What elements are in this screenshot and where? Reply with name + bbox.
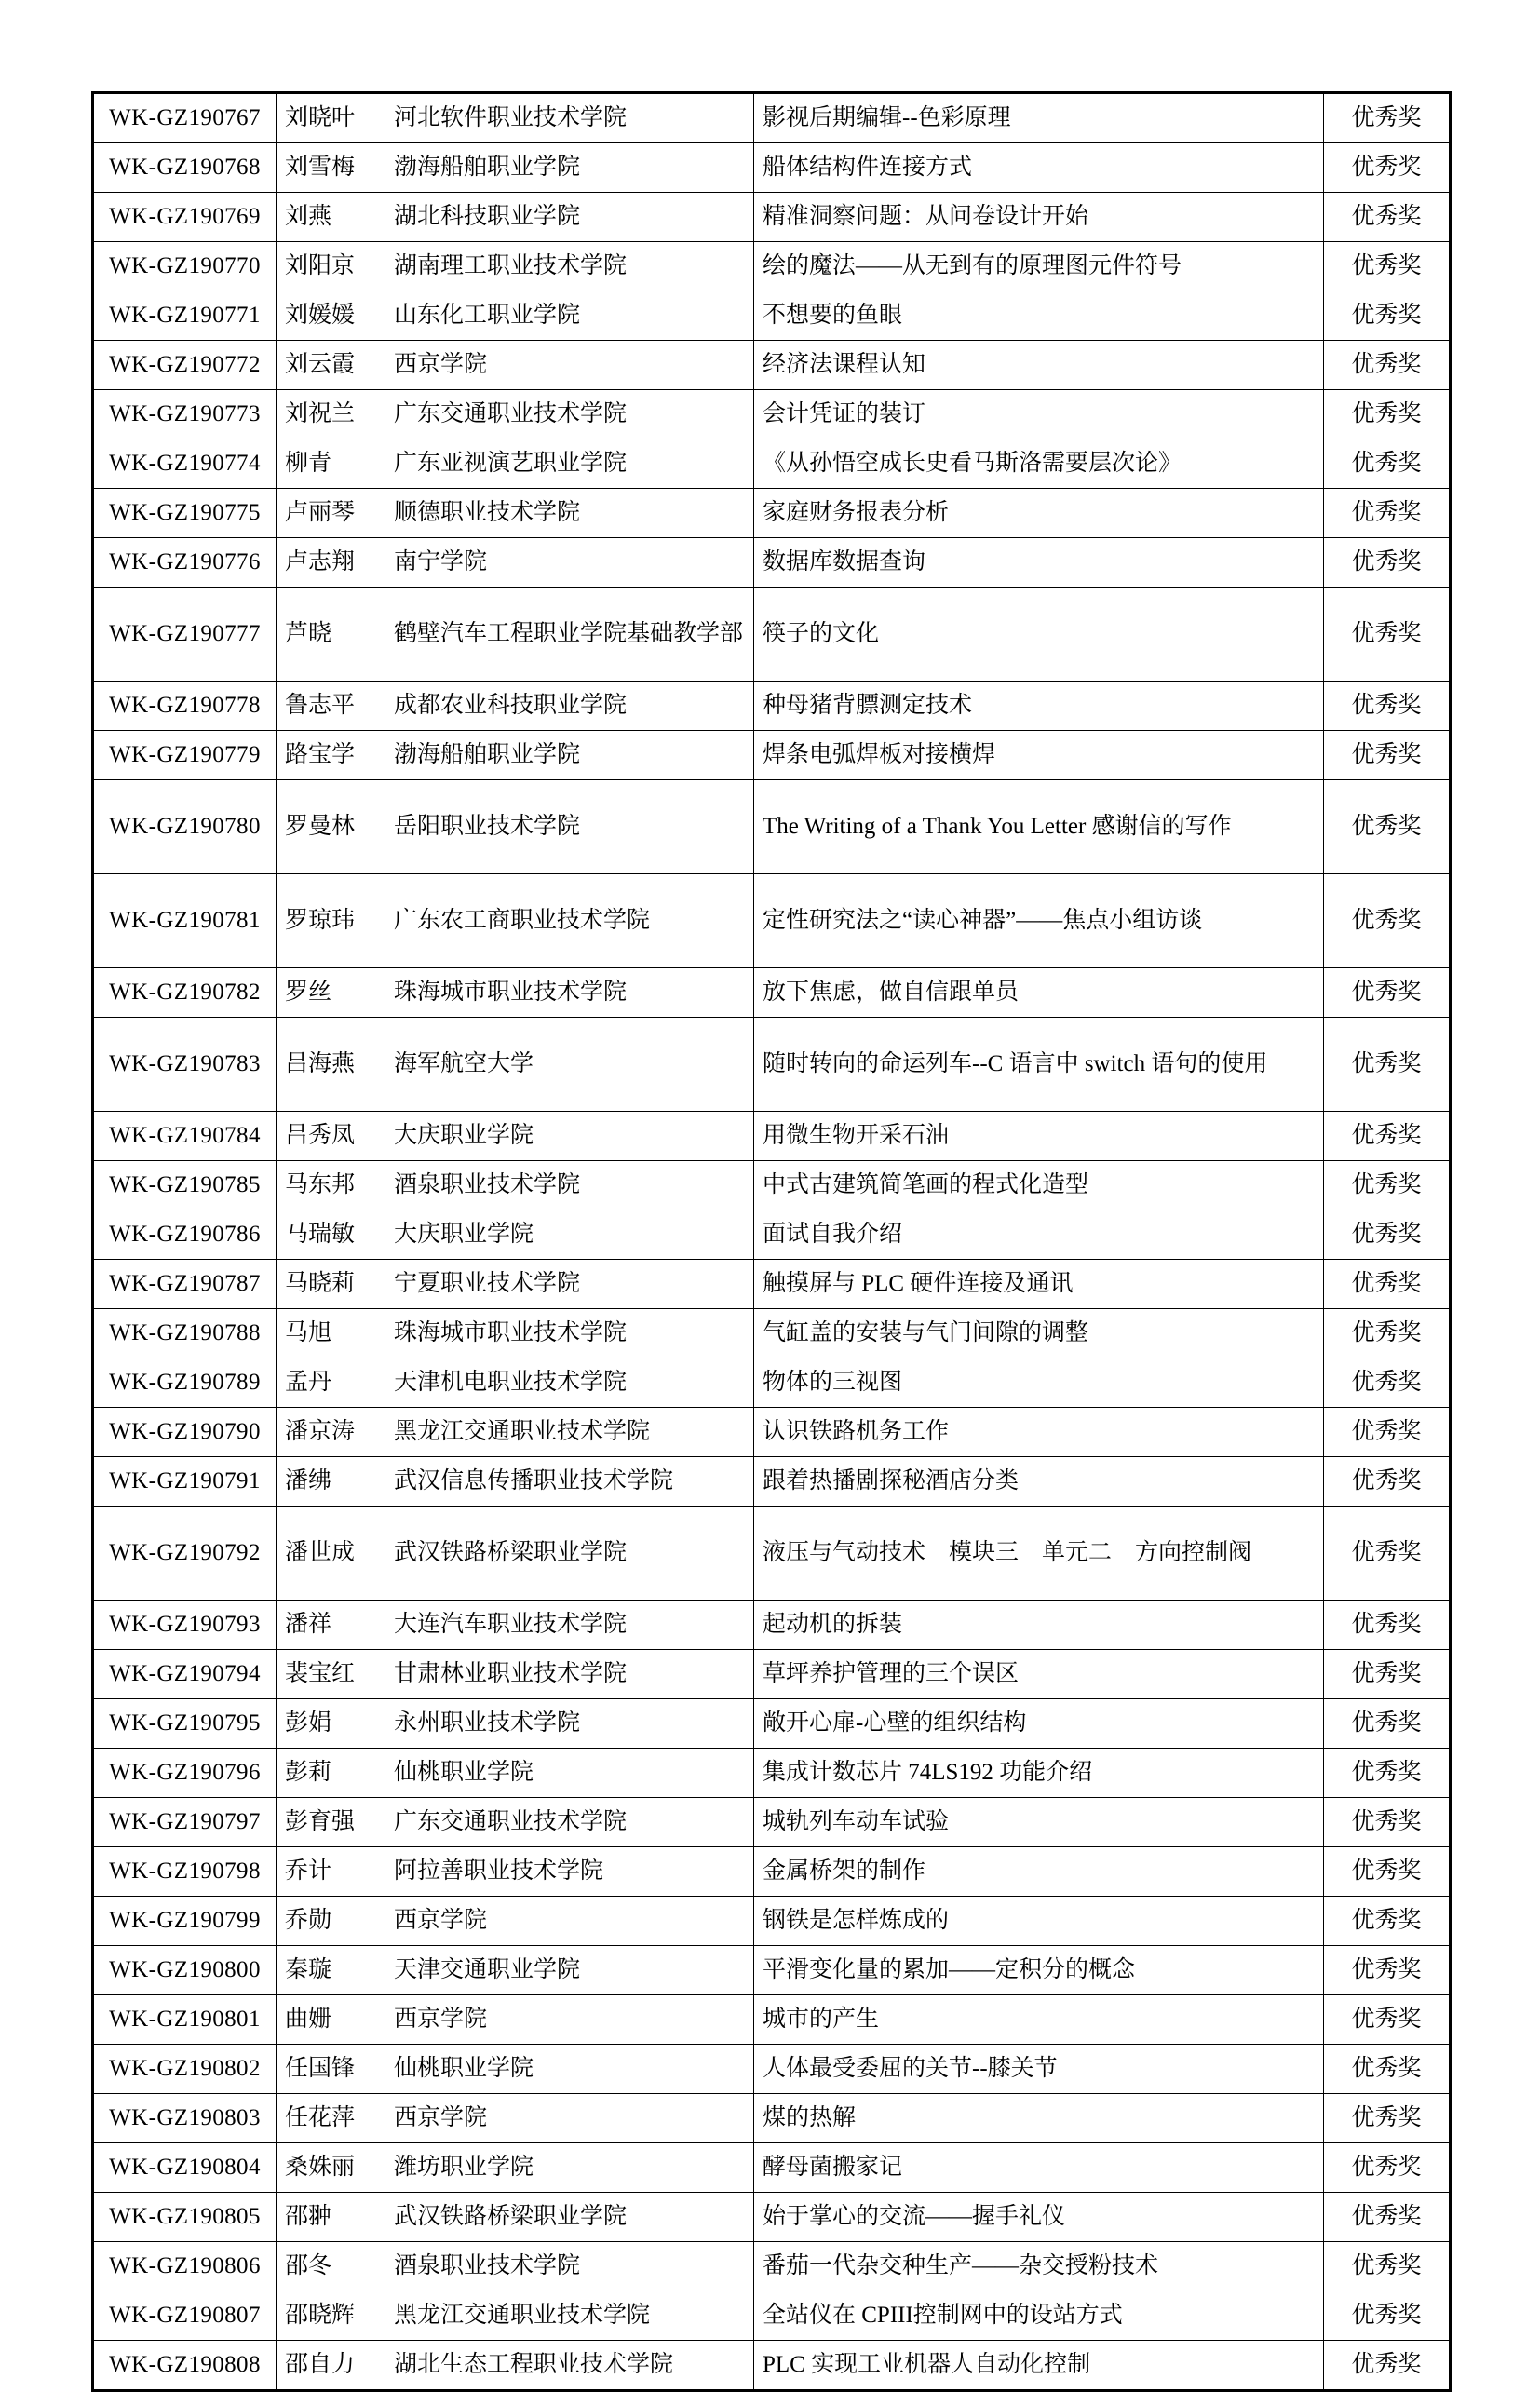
cell-work-title: 全站仪在 CPIII控制网中的设站方式 [754,2291,1324,2341]
cell-work-title: 敞开心扉-心壁的组织结构 [754,1699,1324,1749]
cell-institution: 湖北生态工程职业技术学院 [385,2341,754,2391]
cell-work-title: 钢铁是怎样炼成的 [754,1897,1324,1946]
cell-work-title: 《从孙悟空成长史看马斯洛需要层次论》 [754,439,1324,489]
cell-code: WK-GZ190794 [93,1650,277,1699]
cell-institution: 潍坊职业学院 [385,2143,754,2193]
table-row [93,1699,1451,1749]
cell-award-level: 优秀奖 [1324,1650,1451,1699]
table-row [93,390,1451,439]
cell-work-title: 定性研究法之“读心神器”——焦点小组访谈 [754,874,1324,968]
cell-institution: 大庆职业学院 [385,1112,754,1161]
cell-code: WK-GZ190767 [93,93,277,143]
cell-code: WK-GZ190769 [93,193,277,242]
cell-author-name: 潘京涛 [277,1408,385,1457]
cell-author-name: 彭育强 [277,1798,385,1847]
cell-award-level: 优秀奖 [1324,1897,1451,1946]
cell-award-level: 优秀奖 [1324,2193,1451,2242]
cell-work-title: 液压与气动技术 模块三 单元二 方向控制阀 [754,1507,1324,1601]
cell-code: WK-GZ190807 [93,2291,277,2341]
table-row [93,1358,1451,1408]
cell-author-name: 刘云霞 [277,341,385,390]
cell-work-title: 种母猪背膘测定技术 [754,682,1324,731]
cell-award-level: 优秀奖 [1324,1507,1451,1601]
cell-author-name: 刘雪梅 [277,143,385,193]
cell-institution: 西京学院 [385,1995,754,2045]
table-row [93,1309,1451,1358]
cell-institution: 仙桃职业学院 [385,2045,754,2094]
cell-award-level: 优秀奖 [1324,1112,1451,1161]
cell-work-title: 物体的三视图 [754,1358,1324,1408]
cell-institution: 武汉铁路桥梁职业学院 [385,1507,754,1601]
cell-work-title: 会计凭证的装订 [754,390,1324,439]
cell-institution: 广东交通职业技术学院 [385,390,754,439]
cell-code: WK-GZ190788 [93,1309,277,1358]
cell-author-name: 任花萍 [277,2094,385,2143]
cell-author-name: 路宝学 [277,731,385,780]
table-row [93,2045,1451,2094]
cell-author-name: 马瑞敏 [277,1210,385,1260]
cell-award-level: 优秀奖 [1324,1847,1451,1897]
cell-code: WK-GZ190800 [93,1946,277,1995]
cell-code: WK-GZ190777 [93,588,277,682]
table-row [93,1408,1451,1457]
cell-institution: 珠海城市职业技术学院 [385,1309,754,1358]
cell-work-title: PLC 实现工业机器人自动化控制 [754,2341,1324,2391]
cell-code: WK-GZ190801 [93,1995,277,2045]
cell-author-name: 邵晓辉 [277,2291,385,2341]
cell-author-name: 桑姝丽 [277,2143,385,2193]
cell-code: WK-GZ190799 [93,1897,277,1946]
cell-institution: 宁夏职业技术学院 [385,1260,754,1309]
cell-award-level: 优秀奖 [1324,2045,1451,2094]
cell-author-name: 刘燕 [277,193,385,242]
cell-author-name: 刘祝兰 [277,390,385,439]
cell-institution: 岳阳职业技术学院 [385,780,754,874]
cell-institution: 天津交通职业学院 [385,1946,754,1995]
cell-author-name: 秦璇 [277,1946,385,1995]
cell-award-level: 优秀奖 [1324,538,1451,588]
cell-award-level: 优秀奖 [1324,1018,1451,1112]
cell-institution: 海军航空大学 [385,1018,754,1112]
cell-author-name: 罗丝 [277,968,385,1018]
table-row [93,2242,1451,2291]
cell-author-name: 芦晓 [277,588,385,682]
cell-code: WK-GZ190786 [93,1210,277,1260]
cell-institution: 渤海船舶职业学院 [385,731,754,780]
cell-code: WK-GZ190805 [93,2193,277,2242]
table-row [93,1161,1451,1210]
table-row [93,1847,1451,1897]
cell-code: WK-GZ190776 [93,538,277,588]
table-row [93,2291,1451,2341]
cell-code: WK-GZ190772 [93,341,277,390]
cell-institution: 渤海船舶职业学院 [385,143,754,193]
cell-institution: 大连汽车职业技术学院 [385,1601,754,1650]
cell-work-title: 煤的热解 [754,2094,1324,2143]
cell-institution: 甘肃林业职业技术学院 [385,1650,754,1699]
table-row [93,1749,1451,1798]
cell-author-name: 马旭 [277,1309,385,1358]
table-row [93,341,1451,390]
cell-code: WK-GZ190774 [93,439,277,489]
cell-work-title: 触摸屏与 PLC 硬件连接及通讯 [754,1260,1324,1309]
cell-award-level: 优秀奖 [1324,1995,1451,2045]
cell-institution: 广东农工商职业技术学院 [385,874,754,968]
cell-work-title: 精准洞察问题：从问卷设计开始 [754,193,1324,242]
cell-work-title: 人体最受委屈的关节--膝关节 [754,2045,1324,2094]
cell-institution: 西京学院 [385,1897,754,1946]
cell-award-level: 优秀奖 [1324,780,1451,874]
table-row [93,2341,1451,2391]
cell-award-level: 优秀奖 [1324,1946,1451,1995]
cell-code: WK-GZ190770 [93,242,277,291]
cell-institution: 鹤壁汽车工程职业学院基础教学部 [385,588,754,682]
cell-author-name: 刘阳京 [277,242,385,291]
cell-code: WK-GZ190802 [93,2045,277,2094]
table-row [93,439,1451,489]
cell-code: WK-GZ190783 [93,1018,277,1112]
cell-code: WK-GZ190795 [93,1699,277,1749]
table-row [93,1946,1451,1995]
cell-work-title: 中式古建筑简笔画的程式化造型 [754,1161,1324,1210]
cell-award-level: 优秀奖 [1324,968,1451,1018]
table-row [93,780,1451,874]
cell-institution: 广东亚视演艺职业学院 [385,439,754,489]
cell-award-level: 优秀奖 [1324,2094,1451,2143]
cell-author-name: 孟丹 [277,1358,385,1408]
cell-institution: 顺德职业技术学院 [385,489,754,538]
cell-work-title: 城市的产生 [754,1995,1324,2045]
cell-institution: 天津机电职业技术学院 [385,1358,754,1408]
cell-work-title: 影视后期编辑--色彩原理 [754,93,1324,143]
cell-code: WK-GZ190775 [93,489,277,538]
cell-institution: 山东化工职业学院 [385,291,754,341]
cell-work-title: 筷子的文化 [754,588,1324,682]
cell-author-name: 潘世成 [277,1507,385,1601]
cell-work-title: 城轨列车动车试验 [754,1798,1324,1847]
cell-code: WK-GZ190806 [93,2242,277,2291]
cell-author-name: 潘祥 [277,1601,385,1650]
cell-award-level: 优秀奖 [1324,1408,1451,1457]
cell-institution: 西京学院 [385,341,754,390]
cell-code: WK-GZ190789 [93,1358,277,1408]
cell-work-title: The Writing of a Thank You Letter 感谢信的写作 [754,780,1324,874]
cell-author-name: 乔计 [277,1847,385,1897]
cell-work-title: 随时转向的命运列车--C 语言中 switch 语句的使用 [754,1018,1324,1112]
cell-award-level: 优秀奖 [1324,93,1451,143]
cell-code: WK-GZ190803 [93,2094,277,2143]
cell-work-title: 平滑变化量的累加——定积分的概念 [754,1946,1324,1995]
cell-code: WK-GZ190780 [93,780,277,874]
cell-code: WK-GZ190792 [93,1507,277,1601]
cell-work-title: 始于掌心的交流——握手礼仪 [754,2193,1324,2242]
cell-work-title: 船体结构件连接方式 [754,143,1324,193]
cell-code: WK-GZ190791 [93,1457,277,1507]
cell-award-level: 优秀奖 [1324,1457,1451,1507]
cell-award-level: 优秀奖 [1324,341,1451,390]
cell-institution: 南宁学院 [385,538,754,588]
cell-work-title: 起动机的拆装 [754,1601,1324,1650]
cell-code: WK-GZ190782 [93,968,277,1018]
cell-institution: 广东交通职业技术学院 [385,1798,754,1847]
cell-work-title: 集成计数芯片 74LS192 功能介绍 [754,1749,1324,1798]
table-row [93,874,1451,968]
table-row [93,1112,1451,1161]
cell-code: WK-GZ190771 [93,291,277,341]
table-row [93,242,1451,291]
cell-code: WK-GZ190781 [93,874,277,968]
cell-work-title: 放下焦虑，做自信跟单员 [754,968,1324,1018]
cell-work-title: 认识铁路机务工作 [754,1408,1324,1457]
cell-work-title: 草坪养护管理的三个误区 [754,1650,1324,1699]
cell-author-name: 裴宝红 [277,1650,385,1699]
cell-work-title: 金属桥架的制作 [754,1847,1324,1897]
cell-author-name: 吕秀凤 [277,1112,385,1161]
cell-institution: 珠海城市职业技术学院 [385,968,754,1018]
cell-award-level: 优秀奖 [1324,193,1451,242]
cell-institution: 武汉铁路桥梁职业学院 [385,2193,754,2242]
table-row [93,1650,1451,1699]
cell-work-title: 气缸盖的安装与气门间隙的调整 [754,1309,1324,1358]
cell-work-title: 面试自我介绍 [754,1210,1324,1260]
cell-author-name: 鲁志平 [277,682,385,731]
cell-institution: 黑龙江交通职业技术学院 [385,1408,754,1457]
cell-author-name: 马东邦 [277,1161,385,1210]
cell-work-title: 用微生物开采石油 [754,1112,1324,1161]
table-row [93,1018,1451,1112]
cell-author-name: 邵冬 [277,2242,385,2291]
cell-author-name: 卢志翔 [277,538,385,588]
award-table-body [93,93,1451,2391]
cell-award-level: 优秀奖 [1324,1358,1451,1408]
cell-code: WK-GZ190787 [93,1260,277,1309]
cell-code: WK-GZ190790 [93,1408,277,1457]
cell-award-level: 优秀奖 [1324,874,1451,968]
cell-award-level: 优秀奖 [1324,1210,1451,1260]
table-row [93,193,1451,242]
cell-institution: 湖北科技职业学院 [385,193,754,242]
cell-author-name: 彭娟 [277,1699,385,1749]
table-row [93,1210,1451,1260]
cell-work-title: 经济法课程认知 [754,341,1324,390]
cell-institution: 永州职业技术学院 [385,1699,754,1749]
table-row [93,1897,1451,1946]
cell-author-name: 罗琼玮 [277,874,385,968]
cell-author-name: 柳青 [277,439,385,489]
cell-author-name: 乔勋 [277,1897,385,1946]
cell-award-level: 优秀奖 [1324,1798,1451,1847]
cell-award-level: 优秀奖 [1324,2242,1451,2291]
award-list-table [91,91,1452,2392]
cell-award-level: 优秀奖 [1324,143,1451,193]
cell-author-name: 彭莉 [277,1749,385,1798]
table-row [93,1260,1451,1309]
table-row [93,291,1451,341]
table-row [93,93,1451,143]
cell-code: WK-GZ190793 [93,1601,277,1650]
cell-award-level: 优秀奖 [1324,390,1451,439]
cell-institution: 西京学院 [385,2094,754,2143]
table-row [93,1507,1451,1601]
cell-award-level: 优秀奖 [1324,1699,1451,1749]
cell-code: WK-GZ190808 [93,2341,277,2391]
cell-author-name: 邵自力 [277,2341,385,2391]
cell-institution: 酒泉职业技术学院 [385,1161,754,1210]
cell-award-level: 优秀奖 [1324,489,1451,538]
cell-work-title: 数据库数据查询 [754,538,1324,588]
cell-work-title: 不想要的鱼眼 [754,291,1324,341]
table-row [93,588,1451,682]
cell-code: WK-GZ190796 [93,1749,277,1798]
cell-institution: 仙桃职业学院 [385,1749,754,1798]
cell-author-name: 卢丽琴 [277,489,385,538]
cell-award-level: 优秀奖 [1324,588,1451,682]
cell-code: WK-GZ190797 [93,1798,277,1847]
cell-award-level: 优秀奖 [1324,1749,1451,1798]
cell-code: WK-GZ190779 [93,731,277,780]
cell-code: WK-GZ190784 [93,1112,277,1161]
table-row [93,1995,1451,2045]
cell-award-level: 优秀奖 [1324,242,1451,291]
table-row [93,968,1451,1018]
cell-institution: 成都农业科技职业学院 [385,682,754,731]
cell-institution: 大庆职业学院 [385,1210,754,1260]
cell-author-name: 曲姗 [277,1995,385,2045]
cell-code: WK-GZ190773 [93,390,277,439]
cell-author-name: 马晓莉 [277,1260,385,1309]
table-row [93,143,1451,193]
table-row [93,1601,1451,1650]
cell-award-level: 优秀奖 [1324,731,1451,780]
table-row [93,682,1451,731]
cell-award-level: 优秀奖 [1324,2291,1451,2341]
cell-institution: 武汉信息传播职业技术学院 [385,1457,754,1507]
cell-code: WK-GZ190804 [93,2143,277,2193]
cell-award-level: 优秀奖 [1324,1601,1451,1650]
cell-code: WK-GZ190785 [93,1161,277,1210]
table-row [93,2193,1451,2242]
cell-work-title: 绘的魔法——从无到有的原理图元件符号 [754,242,1324,291]
cell-work-title: 酵母菌搬家记 [754,2143,1324,2193]
cell-author-name: 罗曼林 [277,780,385,874]
table-row [93,1798,1451,1847]
cell-award-level: 优秀奖 [1324,1309,1451,1358]
cell-institution: 黑龙江交通职业技术学院 [385,2291,754,2341]
cell-work-title: 跟着热播剧探秘酒店分类 [754,1457,1324,1507]
cell-work-title: 番茄一代杂交种生产——杂交授粉技术 [754,2242,1324,2291]
cell-institution: 河北软件职业技术学院 [385,93,754,143]
cell-institution: 湖南理工职业技术学院 [385,242,754,291]
table-row [93,2143,1451,2193]
cell-author-name: 邵翀 [277,2193,385,2242]
table-row [93,731,1451,780]
cell-author-name: 任国锋 [277,2045,385,2094]
cell-award-level: 优秀奖 [1324,1260,1451,1309]
cell-author-name: 刘晓叶 [277,93,385,143]
cell-institution: 阿拉善职业技术学院 [385,1847,754,1897]
cell-award-level: 优秀奖 [1324,439,1451,489]
table-row [93,489,1451,538]
cell-institution: 酒泉职业技术学院 [385,2242,754,2291]
cell-code: WK-GZ190768 [93,143,277,193]
table-row [93,2094,1451,2143]
table-row [93,1457,1451,1507]
cell-award-level: 优秀奖 [1324,1161,1451,1210]
cell-award-level: 优秀奖 [1324,291,1451,341]
cell-award-level: 优秀奖 [1324,2143,1451,2193]
cell-code: WK-GZ190798 [93,1847,277,1897]
table-row [93,538,1451,588]
cell-award-level: 优秀奖 [1324,682,1451,731]
cell-work-title: 焊条电弧焊板对接横焊 [754,731,1324,780]
cell-code: WK-GZ190778 [93,682,277,731]
cell-author-name: 刘媛媛 [277,291,385,341]
cell-author-name: 潘绋 [277,1457,385,1507]
cell-work-title: 家庭财务报表分析 [754,489,1324,538]
cell-award-level: 优秀奖 [1324,2341,1451,2391]
cell-author-name: 吕海燕 [277,1018,385,1112]
